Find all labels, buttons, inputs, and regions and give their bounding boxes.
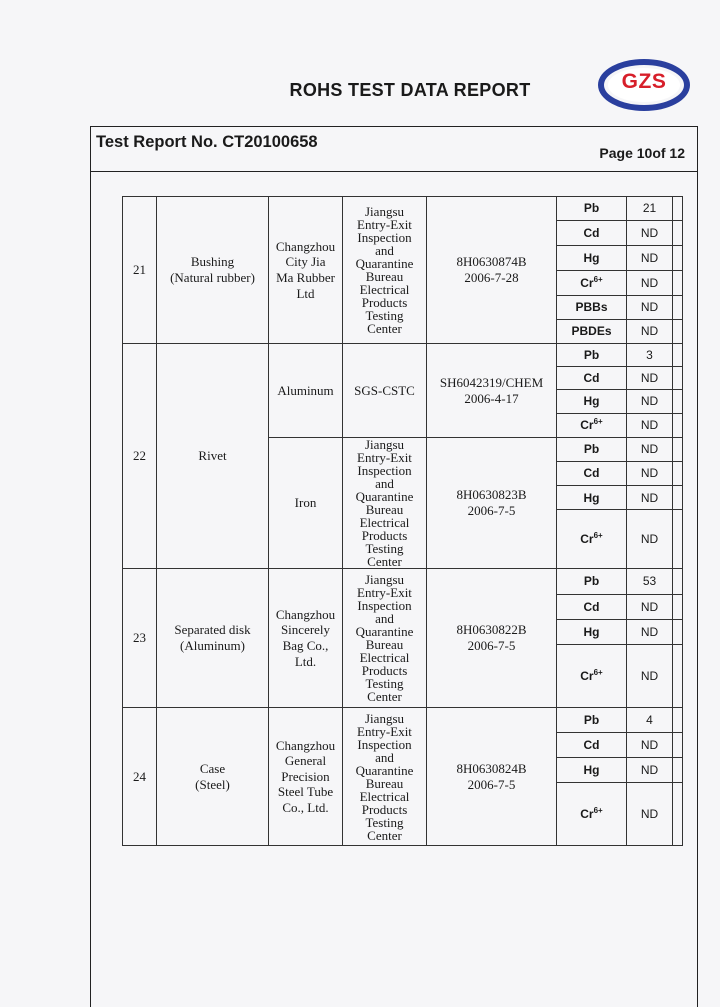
report-ref-line: 2006-4-17: [464, 390, 519, 406]
test-lab-line: Center: [367, 321, 402, 336]
element-symbol: Hg: [583, 490, 600, 505]
element-cell: [557, 620, 627, 645]
test-lab-line: Testing: [365, 541, 404, 556]
element-symbol: Hg: [583, 762, 600, 777]
result-value: 21: [627, 197, 673, 221]
element-cell: [557, 246, 627, 271]
test-lab-line: Center: [367, 827, 402, 843]
part-name-line: Separated disk: [174, 622, 251, 638]
test-lab-line: Electrical: [359, 788, 410, 804]
element-cell: [557, 320, 627, 344]
supplier-line: Changzhou: [275, 606, 336, 622]
test-lab-line: Products: [361, 801, 408, 817]
material: Iron: [269, 438, 343, 569]
element-cell: [557, 414, 627, 438]
element-symbol: Cr: [580, 806, 594, 821]
element-symbol: Pb: [583, 712, 600, 727]
report-header: [90, 126, 697, 172]
element-symbol: Cr: [580, 418, 594, 433]
test-lab: [343, 569, 427, 708]
report-ref: [427, 438, 557, 569]
result-value: ND: [627, 620, 673, 645]
test-lab-line: Entry-Exit: [357, 723, 412, 739]
result-value: 3: [627, 344, 673, 367]
page-number: Page 10of 12: [599, 145, 685, 161]
test-lab-line: Quarantine: [355, 256, 414, 271]
test-lab-line: Electrical: [359, 650, 410, 665]
element-superscript: 6+: [593, 805, 603, 815]
blank-cell: [673, 461, 683, 486]
blank-cell: [673, 510, 683, 569]
blank-cell: [673, 758, 683, 783]
result-value: ND: [627, 296, 673, 320]
test-lab-line: Entry-Exit: [357, 217, 412, 232]
test-lab: [343, 708, 427, 846]
element-cell: [557, 438, 627, 462]
test-lab-line: and: [375, 749, 394, 765]
blank-cell: [673, 271, 683, 296]
test-lab-line: Products: [361, 295, 408, 310]
part-name-line: Bushing: [190, 254, 235, 270]
supplier-line: General: [284, 753, 327, 769]
blank-cell: [673, 390, 683, 414]
blank-cell: [673, 438, 683, 462]
report-ref-line: 2006-7-28: [464, 270, 519, 285]
part-name: [157, 344, 269, 569]
element-symbol: Pb: [583, 347, 600, 362]
element-cell: [557, 569, 627, 595]
element-symbol: Cr: [580, 275, 594, 290]
element-superscript: 6+: [593, 417, 603, 427]
supplier-line: Ma Rubber: [276, 270, 335, 285]
supplier-line: Changzhou: [275, 238, 336, 254]
part-name-line: (Aluminum): [180, 638, 245, 653]
element-cell: [557, 733, 627, 758]
element-symbol: Cr: [580, 531, 594, 546]
test-lab-line: Testing: [365, 308, 404, 323]
element-symbol: Cd: [583, 599, 600, 614]
supplier-line: Ltd.: [294, 653, 317, 669]
result-value: ND: [627, 758, 673, 783]
result-value: ND: [627, 271, 673, 296]
result-value: ND: [627, 595, 673, 620]
blank-cell: [673, 486, 683, 510]
table-row: [123, 344, 683, 367]
element-cell: [557, 645, 627, 708]
result-value: ND: [627, 221, 673, 246]
test-lab-line: and: [375, 243, 394, 258]
element-cell: [557, 197, 627, 221]
test-lab-line: SGS-CSTC: [354, 383, 415, 398]
result-value: ND: [627, 414, 673, 438]
supplier-line: Steel Tube: [277, 784, 334, 800]
supplier: [269, 708, 343, 846]
result-value: ND: [627, 461, 673, 486]
blank-cell: [673, 708, 683, 733]
element-symbol: Pb: [583, 201, 600, 216]
element-symbol: Hg: [583, 624, 600, 639]
element-symbol: Pb: [583, 442, 600, 457]
test-lab-line: Products: [361, 528, 408, 543]
test-lab-line: Quarantine: [355, 624, 414, 639]
result-value: ND: [627, 438, 673, 462]
result-value: ND: [627, 246, 673, 271]
blank-cell: [673, 197, 683, 221]
element-symbol: Cr: [580, 668, 594, 683]
element-symbol: Hg: [583, 394, 600, 409]
report-ref-line: 2006-7-5: [467, 638, 516, 653]
test-lab-line: Bureau: [365, 269, 404, 284]
element-cell: [557, 486, 627, 510]
test-lab: [343, 438, 427, 569]
supplier-line: Ltd: [296, 285, 315, 301]
test-lab-line: Inspection: [357, 463, 412, 478]
test-lab-line: Entry-Exit: [357, 585, 412, 600]
report-ref: [427, 344, 557, 438]
supplier-line: Changzhou: [275, 737, 336, 753]
result-value: ND: [627, 390, 673, 414]
supplier: [269, 569, 343, 708]
element-cell: [557, 221, 627, 246]
report-ref-line: 2006-7-5: [467, 503, 516, 518]
test-lab-line: and: [375, 611, 394, 626]
report-ref-line: 8H0630874B: [456, 254, 527, 270]
element-symbol: Cd: [583, 737, 600, 752]
element-superscript: 6+: [593, 274, 603, 284]
supplier-line: City Jia: [285, 254, 326, 270]
blank-cell: [673, 620, 683, 645]
blank-cell: [673, 320, 683, 344]
test-lab-line: and: [375, 476, 394, 491]
element-symbol: Pb: [583, 574, 600, 589]
supplier-line: Co., Ltd.: [282, 799, 329, 815]
element-symbol: Cd: [583, 466, 600, 481]
table-row: [123, 569, 683, 595]
element-cell: [557, 783, 627, 846]
test-lab-line: Quarantine: [355, 762, 414, 778]
blank-cell: [673, 733, 683, 758]
blank-cell: [673, 367, 683, 390]
element-symbol: Cd: [583, 370, 600, 385]
test-lab-line: Bureau: [365, 775, 404, 791]
gzs-logo-icon: [598, 58, 690, 112]
result-value: ND: [627, 486, 673, 510]
part-name: [157, 708, 269, 846]
blank-cell: [673, 296, 683, 320]
item-number: 21: [123, 197, 157, 344]
element-superscript: 6+: [593, 530, 603, 540]
report-ref-line: 8H0630824B: [456, 760, 527, 776]
blank-cell: [673, 595, 683, 620]
test-lab-line: Jiangsu: [365, 572, 404, 587]
element-cell: [557, 758, 627, 783]
report-ref-line: 8H0630822B: [456, 622, 527, 638]
part-name: [157, 569, 269, 708]
element-symbol: PBBs: [575, 300, 608, 315]
test-lab-line: Quarantine: [355, 489, 414, 504]
part-name: [157, 197, 269, 344]
test-lab-line: Bureau: [365, 637, 404, 652]
element-cell: [557, 296, 627, 320]
report-ref: [427, 708, 557, 846]
blank-cell: [673, 221, 683, 246]
material: Aluminum: [269, 344, 343, 438]
blank-cell: [673, 344, 683, 367]
item-number: 23: [123, 569, 157, 708]
test-lab-line: Center: [367, 554, 402, 569]
test-lab-line: Testing: [365, 814, 404, 830]
test-lab-line: Jiangsu: [365, 710, 404, 726]
test-lab-line: Electrical: [359, 282, 410, 297]
result-value: ND: [627, 783, 673, 846]
element-superscript: 6+: [593, 667, 603, 677]
report-ref-line: 2006-7-5: [467, 776, 516, 792]
blank-cell: [673, 414, 683, 438]
part-name-line: (Steel): [195, 776, 230, 792]
blank-cell: [673, 783, 683, 846]
item-number: 22: [123, 344, 157, 569]
test-lab: [343, 344, 427, 438]
element-cell: [557, 595, 627, 620]
element-cell: [557, 367, 627, 390]
part-name-line: Rivet: [198, 448, 227, 464]
element-cell: [557, 390, 627, 414]
test-lab-line: Jiangsu: [365, 204, 404, 219]
report-title: ROHS TEST DATA REPORT: [289, 80, 531, 100]
test-lab-line: Inspection: [357, 230, 412, 245]
result-value: ND: [627, 733, 673, 758]
part-name-line: Case: [199, 760, 226, 776]
result-value: ND: [627, 367, 673, 390]
blank-cell: [673, 246, 683, 271]
element-cell: [557, 708, 627, 733]
test-lab-line: Electrical: [359, 515, 410, 530]
element-cell: [557, 510, 627, 569]
test-lab-line: Products: [361, 663, 408, 678]
element-cell: [557, 271, 627, 296]
supplier-line: Precision: [281, 768, 330, 784]
supplier: [269, 197, 343, 344]
test-lab-line: Inspection: [357, 736, 412, 752]
blank-cell: [673, 569, 683, 595]
element-cell: [557, 461, 627, 486]
table-row: [123, 197, 683, 221]
test-lab-line: Center: [367, 689, 402, 704]
table-row: [123, 708, 683, 733]
test-lab-line: Bureau: [365, 502, 404, 517]
result-value: 4: [627, 708, 673, 733]
result-value: ND: [627, 645, 673, 708]
test-lab-line: Inspection: [357, 598, 412, 613]
report-number: Test Report No. CT20100658: [96, 133, 318, 151]
item-number: 24: [123, 708, 157, 846]
element-symbol: Cd: [583, 225, 600, 240]
result-value: 53: [627, 569, 673, 595]
supplier-line: Bag Co.,: [282, 638, 329, 653]
blank-cell: [673, 645, 683, 708]
element-cell: [557, 344, 627, 367]
test-lab-line: Entry-Exit: [357, 450, 412, 465]
report-ref-line: 8H0630823B: [456, 487, 527, 503]
test-lab-line: Testing: [365, 676, 404, 691]
test-lab: [343, 197, 427, 344]
report-ref-line: SH6042319/CHEM: [439, 374, 544, 390]
supplier-line: Sincerely: [280, 622, 331, 638]
test-lab-line: Jiangsu: [365, 437, 404, 452]
element-symbol: PBDEs: [571, 324, 612, 339]
logo-text: GZS: [621, 70, 667, 93]
rohs-results-table: [122, 196, 683, 846]
result-value: ND: [627, 510, 673, 569]
report-ref: [427, 197, 557, 344]
element-symbol: Hg: [583, 250, 600, 265]
result-value: ND: [627, 320, 673, 344]
report-ref: [427, 569, 557, 708]
part-name-line: (Natural rubber): [170, 270, 255, 285]
